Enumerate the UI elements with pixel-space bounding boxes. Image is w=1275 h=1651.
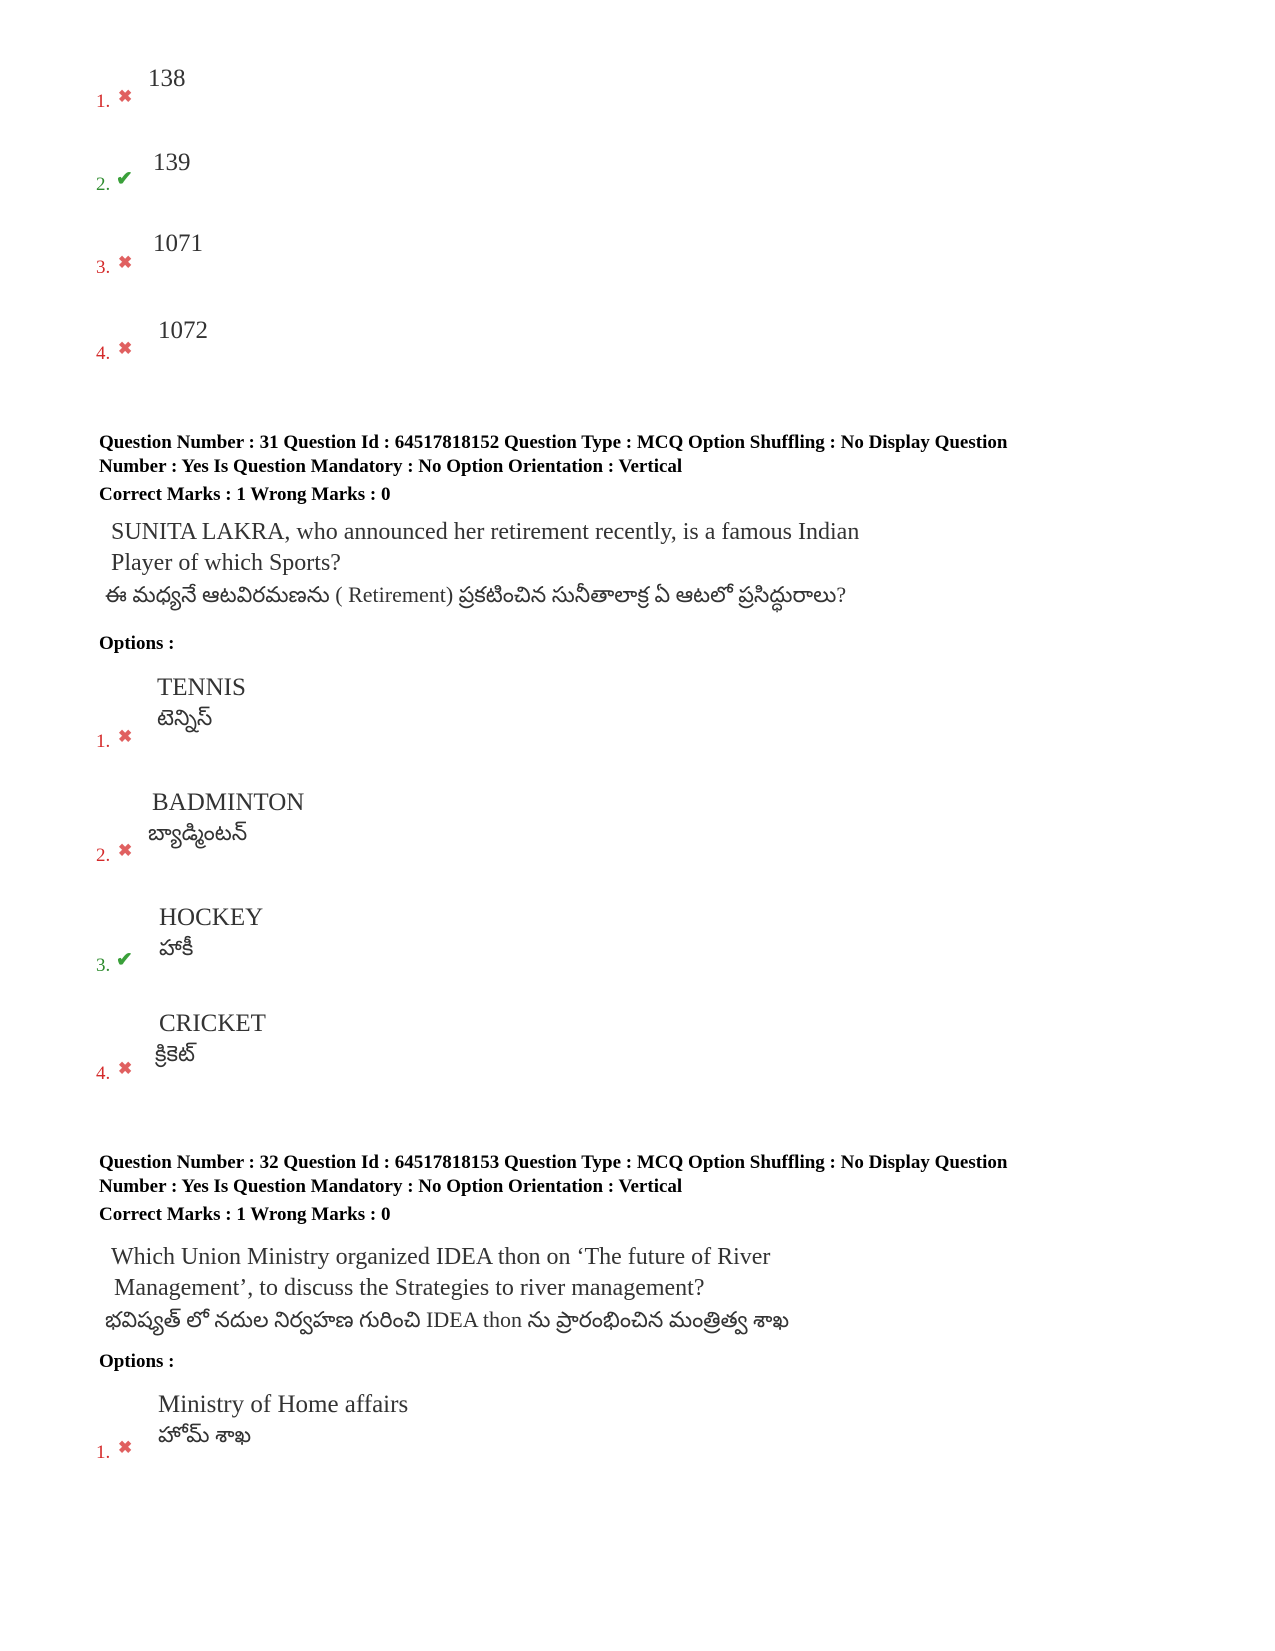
question-line: Player of which Sports?	[111, 550, 341, 576]
option-text	[155, 1009, 266, 1069]
options-label: Options :	[99, 633, 175, 654]
option-text	[158, 1390, 408, 1450]
question-meta	[99, 1151, 1179, 1199]
cross-icon: ✖	[118, 1059, 133, 1078]
option-text: 1072	[158, 317, 208, 344]
option-number: 3.	[96, 955, 111, 976]
cross-icon: ✖	[118, 339, 133, 358]
cross-icon: ✖	[118, 841, 133, 860]
meta-line: Question Number : 31 Question Id : 64517818152 Question Type : MCQ Option Shuffling : No Display Question	[99, 432, 1008, 453]
cross-icon: ✖	[118, 727, 133, 746]
option-telugu: క్రికెట్	[155, 1041, 195, 1066]
option-english: TENNIS	[157, 674, 246, 701]
meta-line: Number : Yes Is Question Mandatory : No Option Orientation : Vertical	[99, 456, 683, 477]
check-icon: ✔	[116, 168, 133, 190]
cross-icon: ✖	[118, 1438, 133, 1457]
option-text: 138	[148, 65, 186, 92]
option-number: 4.	[96, 1063, 111, 1084]
option-number: 1.	[96, 91, 111, 112]
option-number: 4.	[96, 343, 111, 364]
option-number: 3.	[96, 257, 111, 278]
question-line: SUNITA LAKRA, who announced her retirement recently, is a famous Indian	[111, 519, 860, 545]
option-text	[159, 903, 263, 963]
cross-icon: ✖	[118, 87, 133, 106]
option-telugu: బ్యాడ్మింటన్	[148, 820, 248, 845]
option-english: HOCKEY	[159, 904, 264, 931]
question-marks: Correct Marks : 1 Wrong Marks : 0	[99, 1204, 391, 1225]
cross-icon: ✖	[118, 253, 133, 272]
question-line: Management’, to discuss the Strategies to river management?	[114, 1275, 705, 1301]
question-marks: Correct Marks : 1 Wrong Marks : 0	[99, 484, 391, 505]
option-number: 1.	[96, 731, 111, 752]
option-english: CRICKET	[159, 1010, 266, 1037]
option-telugu: హాకీ	[159, 935, 194, 960]
question-meta	[99, 431, 1179, 479]
option-text: 1071	[153, 230, 203, 257]
option-text	[157, 673, 246, 733]
check-icon: ✔	[116, 949, 133, 971]
question-telugu: భవిష్యత్ లో నదుల నిర్వహణ గురించి IDEA thon ను ప్రారంభించిన మంత్రిత్వ శాఖ	[105, 1307, 790, 1332]
question-text	[105, 1242, 1011, 1335]
option-number: 1.	[96, 1442, 111, 1463]
option-text: 139	[153, 149, 191, 176]
meta-line: Number : Yes Is Question Mandatory : No Option Orientation : Vertical	[99, 1176, 683, 1197]
option-telugu: టెన్నిస్	[157, 705, 213, 730]
option-telugu: హోమ్ శాఖ	[158, 1422, 252, 1447]
question-text	[105, 517, 1011, 610]
question-line: Which Union Ministry organized IDEA thon on ‘The future of River	[111, 1244, 771, 1270]
option-english: Ministry of Home affairs	[158, 1391, 409, 1418]
meta-line: Question Number : 32 Question Id : 64517818153 Question Type : MCQ Option Shuffling : No Display Question	[99, 1152, 1008, 1173]
options-label: Options :	[99, 1351, 175, 1372]
option-english: BADMINTON	[152, 789, 305, 816]
option-number: 2.	[96, 845, 111, 866]
option-text	[148, 788, 305, 848]
option-number: 2.	[96, 174, 111, 195]
question-telugu: ఈ మధ్యనే ఆటవిరమణను ( Retirement) ప్రకటించిన సునీతాలాక్ర ఏ ఆటలో ప్రసిద్ధురాలు?	[105, 582, 847, 607]
